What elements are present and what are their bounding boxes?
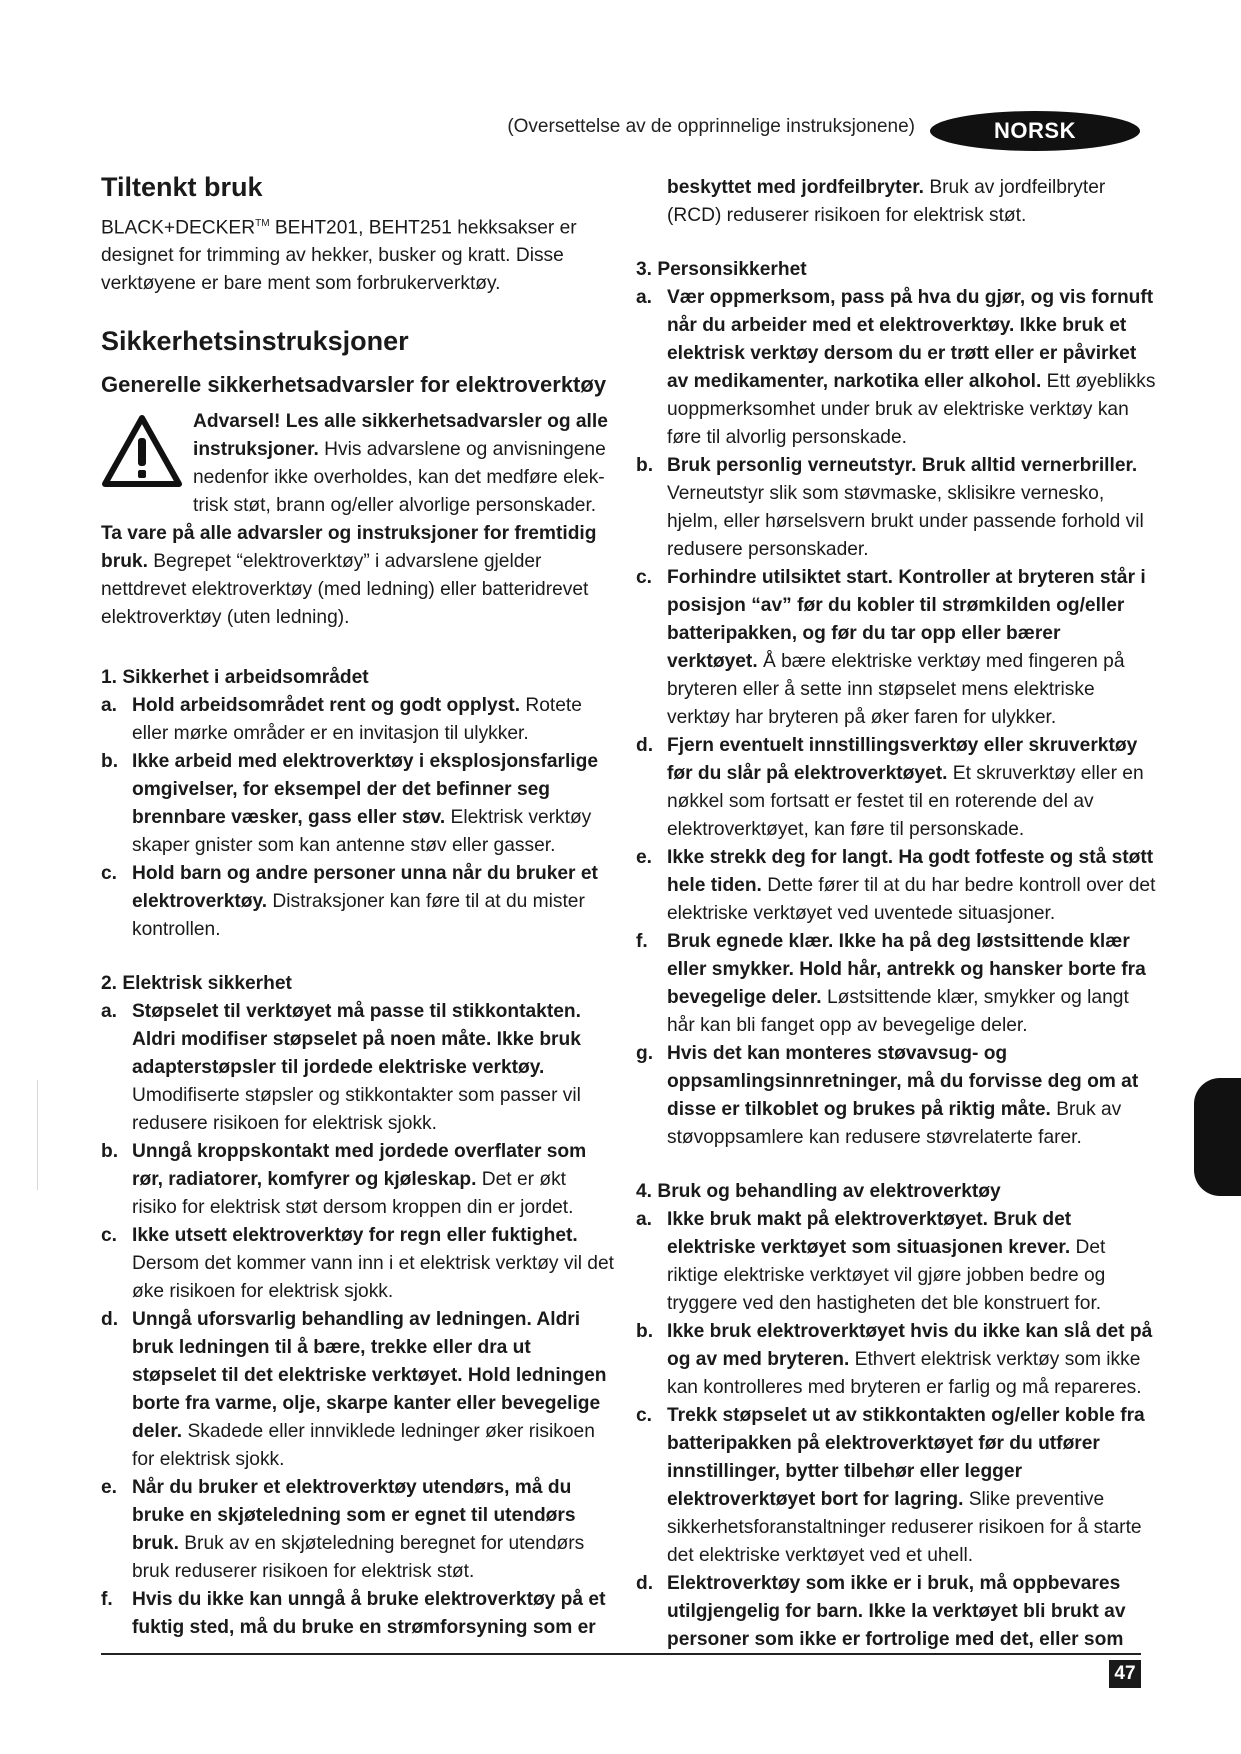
left-column [101,170,616,1642]
list-item [636,284,1156,452]
item-bold: beskyttet med jordfeilbryter. [667,177,924,198]
margin-mark [37,1080,38,1190]
item-label: b. [636,1321,654,1342]
item-text: Bruk av støvoppsamlere kan redusere støvrelaterte farer. [667,1099,1122,1148]
brand-name: BLACK+DECKER [101,217,256,239]
item-label: c. [101,863,118,885]
list-item-continued [636,174,1156,230]
item-label: f. [101,1589,113,1611]
list-item [636,1206,1156,1318]
keep-bold: Ta vare på alle advarsler og instruksjoner for fremtidig bruk. [101,523,597,573]
item-label: d. [636,1573,654,1594]
item-label: a. [101,1001,118,1023]
item-label: d. [101,1309,119,1331]
warning-box [101,408,616,520]
safety-title: Sikkerhetsinstruksjoner [101,326,409,357]
item-bold: Hold barn og andre personer unna når du bruker et elektroverktøy. [132,863,598,913]
list-item [636,844,1156,928]
item-label: e. [101,1477,118,1499]
item-bold: Bruk egnede klær. Ikke ha på deg løstsittende klær eller smykker. Hold hår, antrekk og hansker borte fra bevegelige deler. [667,931,1146,1008]
item-text: Bruk av jordfeilbryter (RCD) reduserer risikoen for elektrisk støt. [667,177,1106,226]
warning-triangle-icon [101,414,183,488]
item-bold: Fjern eventuelt innstillingsverktøy eller skruverktøy før du slår på elektroverktøyet. [667,735,1138,784]
right-column [636,174,1156,1654]
list-item [636,928,1156,1040]
item-label: a. [101,695,118,717]
item-text: Dersom det kommer vann inn i et elektrisk verktøy vil det øke risikoen for elektrisk sjokk. [132,1253,614,1303]
item-text: Ethvert elektrisk verktøy som ikke kan kontrolleres med bryteren er farlig og må repareres. [667,1349,1142,1398]
list-item [636,732,1156,844]
item-text: Det er økt risiko for elektrisk støt dersom kroppen din er jordet. [132,1169,574,1219]
keep-instructions [101,520,616,632]
section-4-heading: 4. Bruk og behandling av elektroverktøy [636,1181,1001,1202]
item-bold: Forhindre utilsiktet start. Kontroller at bryteren står i posisjon “av” før du kobler til strømkilden og/eller batteripakken, og før du tar opp eller bærer verktøyet. [667,567,1146,672]
list-item [636,1570,1156,1654]
list-item [101,860,616,944]
list-item [636,1040,1156,1152]
item-bold: Ikke bruk elektroverktøyet hvis du ikke kan slå det på og av med bryteren. [667,1321,1153,1370]
list-item [101,748,616,860]
intended-use-text [101,210,616,298]
list-item [101,998,616,1138]
item-bold: Hold arbeidsområdet rent og godt opplyst. [132,695,521,717]
language-badge: NORSK [930,111,1140,151]
list-item [101,1306,616,1474]
item-bold: Elektroverktøy som ikke er i bruk, må oppbevares utilgjengelig for barn. Ikke la verktøyet bli brukt av personer som ikke er fortrolige med det, eller som [667,1573,1126,1650]
item-bold: Unngå kroppskontakt med jordede overflater som rør, radiatorer, komfyrer og kjøleskap. [132,1141,587,1191]
list-item [101,1586,616,1642]
item-text: Elektrisk verktøy skaper gnister som kan antenne støv eller gasser. [132,807,592,857]
item-label: a. [636,1209,653,1230]
item-label: c. [636,1405,653,1426]
trademark: TM [255,218,270,229]
item-text: Verneutstyr slik som støvmaske, sklisikre vernesko, hjelm, eller hørselsvern brukt under passende forhold vil redusere personskader. [667,483,1144,560]
item-text: Slike preventive sikkerhetsforanstaltninger reduserer risikoen for å starte det elektriske verktøyet ved et uhell. [667,1489,1142,1566]
header-subtitle: (Oversettelse av de opprinnelige instruksjonene) [507,116,915,137]
warning-bold: Advarsel! Les alle sikkerhetsadvarsler og alle instruksjoner. [193,411,608,461]
list-item [636,564,1156,732]
item-label: f. [636,931,648,952]
item-bold: Ikke utsett elektroverktøy for regn eller fuktighet. [132,1225,578,1247]
list-item [636,1318,1156,1402]
item-bold: Unngå uforsvarlig behandling av ledningen. Aldri bruk ledningen til å bære, trekke eller dra ut støpselet til det elektriske verktøyet. Hold ledningen borte fra varme, olje, skarpe kanter eller bevegelige deler. [132,1309,607,1443]
section-1-heading: 1. Sikkerhet i arbeidsområdet [101,667,369,689]
warning-body: Hvis advarslene og anvisningene nedenfor ikke overholdes, kan det medføre elek-trisk støt, brann og/eller alvorlige personskader. [193,439,606,517]
side-section-tab [1194,1078,1241,1196]
list-item [101,1222,616,1306]
section-2-heading: 2. Elektrisk sikkerhet [101,973,292,995]
item-bold: Ikke arbeid med elektroverktøy i eksplosjonsfarlige omgivelser, for eksempel der det befinner seg brennbare væsker, gass eller støv. [132,751,599,829]
item-label: e. [636,847,653,868]
item-label: b. [101,1141,119,1163]
list-item [636,452,1156,564]
warning-text [193,408,616,520]
item-text: Skadede eller innviklede ledninger øker risikoen for elektrisk sjokk. [132,1421,595,1471]
intended-use-body: BEHT201, BEHT251 hekksakser er designet for trimming av hekker, busker og kratt. Disse verktøyene er bare ment som forbrukerverktøy. [101,217,577,295]
item-bold: Hvis du ikke kan unngå å bruke elektroverktøy på et fuktig sted, må du bruke en strømforsyning som er [132,1589,606,1639]
footer-rule [101,1653,1141,1655]
item-bold: Trekk støpselet ut av stikkontakten og/eller koble fra batteripakken på elektroverktøyet før du utfører innstillinger, bytter tilbehør eller legger elektroverktøyet bort for lagring. [667,1405,1145,1510]
item-bold: Støpselet til verktøyet må passe til stikkontakten. Aldri modifiser støpselet på noen måte. Ikke bruk adapterstøpsler til jordede elektriske verktøy. [132,1001,581,1079]
item-label: a. [636,287,653,308]
item-label: c. [636,567,653,588]
general-warnings-heading: Generelle sikkerhetsadvarsler for elektroverktøy [101,372,607,398]
page-number: 47 [1109,1660,1141,1688]
section-3-heading: 3. Personsikkerhet [636,259,807,280]
keep-body: Begrepet “elektroverktøy” i advarslene gjelder nettdrevet elektroverktøy (med ledning) eller batteridrevet elektroverktøy (uten ledning). [101,551,589,629]
item-text: Ett øyeblikks uoppmerksomhet under bruk av elektriske verktøy kan føre til alvorlig personskade. [667,371,1156,448]
item-text: Bruk av en skjøteledning beregnet for utendørs bruk reduserer risikoen for elektrisk støt. [132,1533,585,1583]
item-bold: Hvis det kan monteres støvavsug- og oppsamlingsinnretninger, må du forvisse deg om at disse er tilkoblet og brukes på riktig måte. [667,1043,1139,1120]
list-item [101,1138,616,1222]
item-bold: Bruk personlig verneutstyr. Bruk alltid vernerbriller. [667,455,1138,476]
item-bold: Vær oppmerksom, pass på hva du gjør, og vis fornuft når du arbeider med et elektroverktøy. Ikke bruk et elektrisk verktøy dersom du er trøtt eller er påvirket av medikamenter, narkotika eller alkohol. [667,287,1154,392]
list-item [101,692,616,748]
intended-use-title: Tiltenkt bruk [101,172,263,202]
item-text: Det riktige elektriske verktøyet vil gjøre jobben bedre og tryggere ved den hastigheten det ble konstruert for. [667,1237,1106,1314]
item-text: Umodifiserte støpsler og stikkontakter som passer vil redusere risikoen for elektrisk sjokk. [132,1085,581,1135]
item-text: Et skruverktøy eller en nøkkel som fortsatt er festet til en roterende del av elektroverktøyet, kan føre til personskade. [667,763,1144,840]
item-bold: Når du bruker et elektroverktøy utendørs, må du bruke en skjøteledning som er egnet til utendørs bruk. [132,1477,576,1555]
item-label: d. [636,735,654,756]
list-item [636,1402,1156,1570]
item-label: c. [101,1225,118,1247]
item-text: Distraksjoner kan føre til at du mister kontrollen. [132,891,585,941]
item-bold: Ikke bruk makt på elektroverktøyet. Bruk det elektriske verktøyet som situasjonen krever. [667,1209,1072,1258]
item-label: b. [101,751,119,773]
item-label: b. [636,455,654,476]
list-item [101,1474,616,1586]
item-text: Å bære elektriske verktøy med fingeren på bryteren eller å sette inn støpselet mens elektriske verktøy har bryteren på øker faren for ulykker. [667,651,1125,728]
item-bold: Ikke strekk deg for langt. Ha godt fotfeste og stå støtt hele tiden. [667,847,1154,896]
item-label: g. [636,1043,654,1064]
item-text: Løstsittende klær, smykker og langt hår kan bli fanget opp av bevegelige deler. [667,987,1129,1036]
item-text: Rotete eller mørke områder er en invitasjon til ulykker. [132,695,582,745]
item-text: Dette fører til at du har bedre kontroll over det elektriske verktøyet ved uventede situasjoner. [667,875,1156,924]
